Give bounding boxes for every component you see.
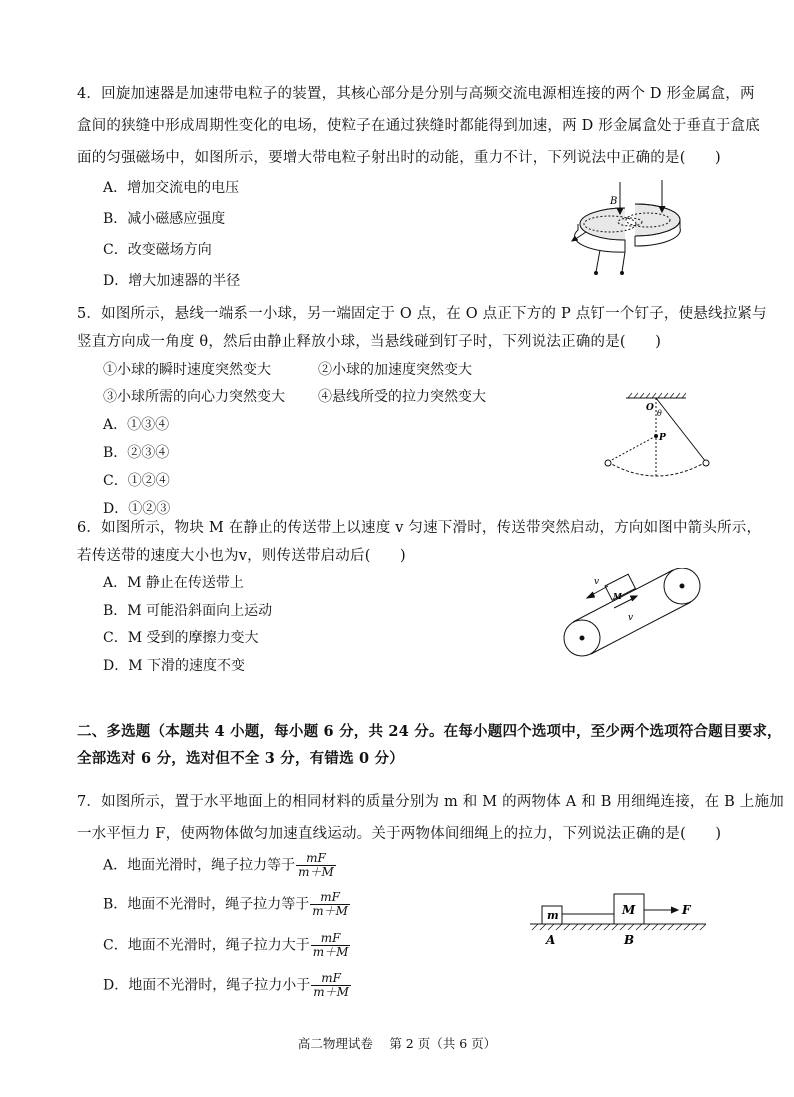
page-footer: 高二物理试卷 第 2 页（共 6 页） xyxy=(297,1036,497,1051)
pendulum-figure xyxy=(598,390,718,480)
q4-line-3: 面的匀强磁场中，如图所示，要增大带电粒子射出时的动能，重力不计，下列说法中正确的是( ) xyxy=(77,150,721,166)
q5-statement-2: ②小球的加速度突然变大 xyxy=(318,362,472,378)
q5-option-a: A．①③④ xyxy=(103,417,170,433)
q7-option-b xyxy=(103,891,350,918)
q4-line-1: 4．回旋加速器是加速带电粒子的装置，其核心部分是分别与高频交流电源相连接的两个 D 形金属盒，两 xyxy=(77,86,755,102)
q5-statement-3: ③小球所需的向心力突然变大 xyxy=(103,389,285,405)
q6-line-2: 若传送带的速度大小也为v，则传送带启动后( ) xyxy=(77,548,406,564)
q7-option-c xyxy=(103,932,350,959)
fraction-numerator: mF xyxy=(296,852,336,866)
q7-option-c-fraction xyxy=(311,932,351,959)
q7-option-b-fraction xyxy=(310,891,350,918)
q6-option-b: B．M 可能沿斜面向上运动 xyxy=(103,603,273,619)
section2-line-2: 全部选对 6 分，选对但不全 3 分，有错选 0 分） xyxy=(77,750,404,767)
q5-option-d: D．①②③ xyxy=(103,501,171,517)
cyclotron-b-label: B xyxy=(610,196,618,207)
q6-option-c: C．M 受到的摩擦力变大 xyxy=(103,630,259,646)
q7-line-1: 7．如图所示，置于水平地面上的相同材料的质量分别为 m 和 M 的两物体 A 和 B 用细绳连接，在 B 上施加 xyxy=(77,794,784,810)
conveyor-m-label: M xyxy=(613,591,622,601)
fraction-denominator: m＋M xyxy=(298,865,334,879)
q6-line-1: 6．如图所示，物块 M 在静止的传送带上以速度 v 匀速下滑时，传送带突然启动，方向如图中箭头所示， xyxy=(77,520,762,536)
q5-line-2: 竖直方向成一角度 θ，然后由静止释放小球，当悬线碰到钉子时，下列说法正确的是( ) xyxy=(77,334,662,350)
q5-statement-1: ①小球的瞬时速度突然变大 xyxy=(103,362,271,378)
q6-option-d: D．M 下滑的速度不变 xyxy=(103,658,246,674)
fraction-denominator: m＋M xyxy=(313,985,349,999)
conveyor-figure xyxy=(560,568,710,664)
blocks-m-large-label: M xyxy=(622,903,636,917)
q7-option-d-fraction xyxy=(311,972,351,999)
conveyor-v-top-label: v xyxy=(594,577,600,587)
q5-statement-4: ④悬线所受的拉力突然变大 xyxy=(318,389,486,405)
pendulum-theta-label: θ xyxy=(657,409,662,418)
q5-line-1: 5．如图所示，悬线一端系一小球，另一端固定于 O 点，在 O 点正下方的 P 点钉一个钉子，使悬线拉紧与 xyxy=(77,306,767,322)
blocks-f-label: F xyxy=(682,903,691,917)
fraction-numerator: mF xyxy=(311,932,351,946)
q7-option-a xyxy=(103,852,336,879)
q7-option-c-text: C．地面不光滑时，绳子拉力大于 xyxy=(103,937,310,954)
blocks-b-label: B xyxy=(624,933,635,947)
q4-option-c: C．改变磁场方向 xyxy=(103,242,212,258)
q7-option-a-fraction xyxy=(296,852,336,879)
blocks-figure xyxy=(528,888,708,950)
blocks-m-small-label: m xyxy=(547,909,559,922)
q5-option-c: C．①②④ xyxy=(103,473,170,489)
pendulum-o-label: O xyxy=(646,403,654,413)
q4-option-a: A．增加交流电的电压 xyxy=(103,180,240,196)
q7-option-b-text: B．地面不光滑时，绳子拉力等于 xyxy=(103,896,310,913)
pendulum-p-label: P xyxy=(659,433,666,443)
q7-option-d xyxy=(103,972,351,999)
fraction-numerator: mF xyxy=(310,891,350,905)
q4-option-d: D．增大加速器的半径 xyxy=(103,273,241,289)
q7-line-2: 一水平恒力 F，使两物体做匀加速直线运动。关于两物体间细绳上的拉力，下列说法正确的是( ) xyxy=(77,826,722,842)
section2-line-1: 二、多选题（本题共 4 小题，每小题 6 分，共 24 分。在每小题四个选项中，至少两个选项符合题目要求， xyxy=(77,723,782,740)
blocks-a-label: A xyxy=(546,933,556,947)
q7-option-d-text: D．地面不光滑时，绳子拉力小于 xyxy=(103,977,311,994)
q4-line-2: 盒间的狭缝中形成周期性变化的电场，使粒子在通过狭缝时都能得到加速，两 D 形金属盒处于垂直于盒底 xyxy=(77,118,760,134)
fraction-denominator: m＋M xyxy=(312,945,349,959)
fraction-denominator: m＋M xyxy=(312,904,348,918)
q4-option-b: B．减小磁感应强度 xyxy=(103,211,226,227)
fraction-numerator: mF xyxy=(311,972,351,986)
q7-option-a-text: A．地面光滑时，绳子拉力等于 xyxy=(103,857,296,874)
cyclotron-figure xyxy=(570,180,690,280)
conveyor-v-belt-label: v xyxy=(628,613,634,623)
q6-option-a: A．M 静止在传送带上 xyxy=(103,575,244,591)
q5-option-b: B．②③④ xyxy=(103,445,170,461)
